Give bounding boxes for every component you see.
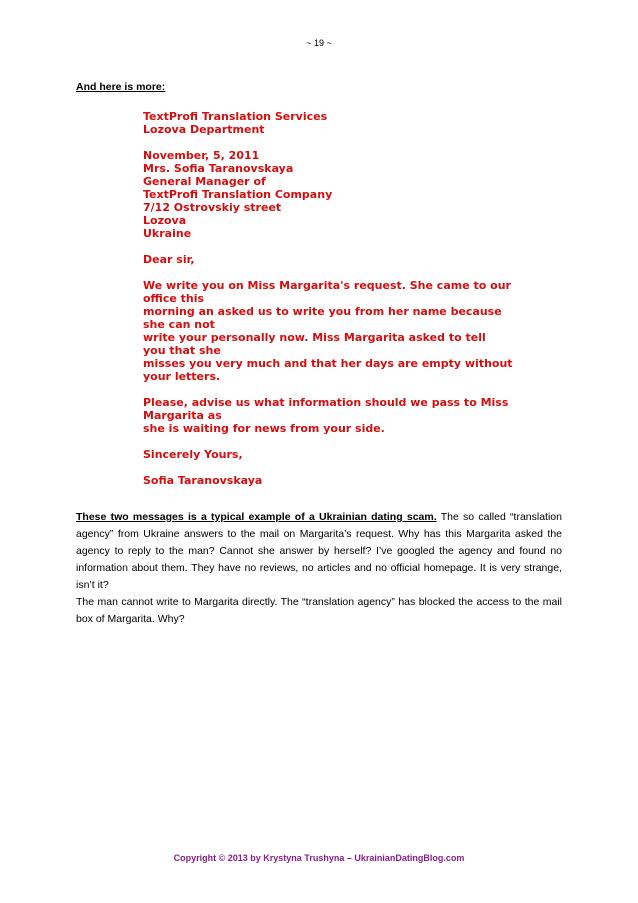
letter-body-line: Margarita as xyxy=(143,409,222,422)
letter-body-line: she is waiting for news from your side. xyxy=(143,422,385,435)
letter-body-line: morning an asked us to write you from her name because xyxy=(143,305,502,318)
page-number: ~ 19 ~ xyxy=(306,38,332,48)
section-heading: And here is more: xyxy=(76,81,166,93)
letter-address-line: 7/12 Ostrovskiy street xyxy=(143,201,282,214)
letter-header-line: TextProfi Translation Services xyxy=(143,110,328,123)
letter-body-line: your letters. xyxy=(143,370,221,383)
scam-statement: These two messages is a typical example of a Ukrainian dating scam. xyxy=(76,511,437,523)
letter-address-line: Lozova xyxy=(143,214,187,227)
letter-address-line: General Manager of xyxy=(143,175,266,188)
letter-body-line: office this xyxy=(143,292,205,305)
letter-body-line: We write you on Miss Margarita's request. She came to our xyxy=(143,279,511,292)
letter-address-line: Mrs. Sofia Taranovskaya xyxy=(143,162,294,175)
letter-closing: Sincerely Yours, xyxy=(143,448,243,461)
analysis-text: The so called “translation agency” from Ukraine answers to the mail on Margarita’s request. Why has this Margarita asked the agency to reply to the man? Cannot she answer by herself? I’ve googled the agency and found no information about them. They have no reviews, no articles and no official homepage. It is very strange, isn’t it? xyxy=(76,511,562,591)
copyright-footer: Copyright © 2013 by Krystyna Trushyna – UkrainianDatingBlog.com xyxy=(173,853,465,863)
letter-address-line: Ukraine xyxy=(143,227,192,240)
analysis-paragraph xyxy=(76,509,562,594)
conclusion-paragraph: The man cannot write to Margarita directly. The “translation agency” has blocked the access to the mail box of Margarita. Why? xyxy=(76,596,562,625)
letter-date: November, 5, 2011 xyxy=(143,149,260,162)
letter-image xyxy=(143,110,513,487)
letter-body-line: write your personally now. Miss Margarita asked to tell xyxy=(143,331,486,344)
letter-salutation: Dear sir, xyxy=(143,253,195,266)
letter-body-line: you that she xyxy=(143,344,221,357)
letter-body-line: Please, advise us what information should we pass to Miss xyxy=(143,396,509,409)
letter-signature: Sofia Taranovskaya xyxy=(143,474,263,487)
letter-header-line: Lozova Department xyxy=(143,123,265,136)
letter-body-line: misses you very much and that her days are empty without xyxy=(143,357,513,370)
letter-address-line: TextProfi Translation Company xyxy=(143,188,333,201)
letter-body-line: she can not xyxy=(143,318,215,331)
